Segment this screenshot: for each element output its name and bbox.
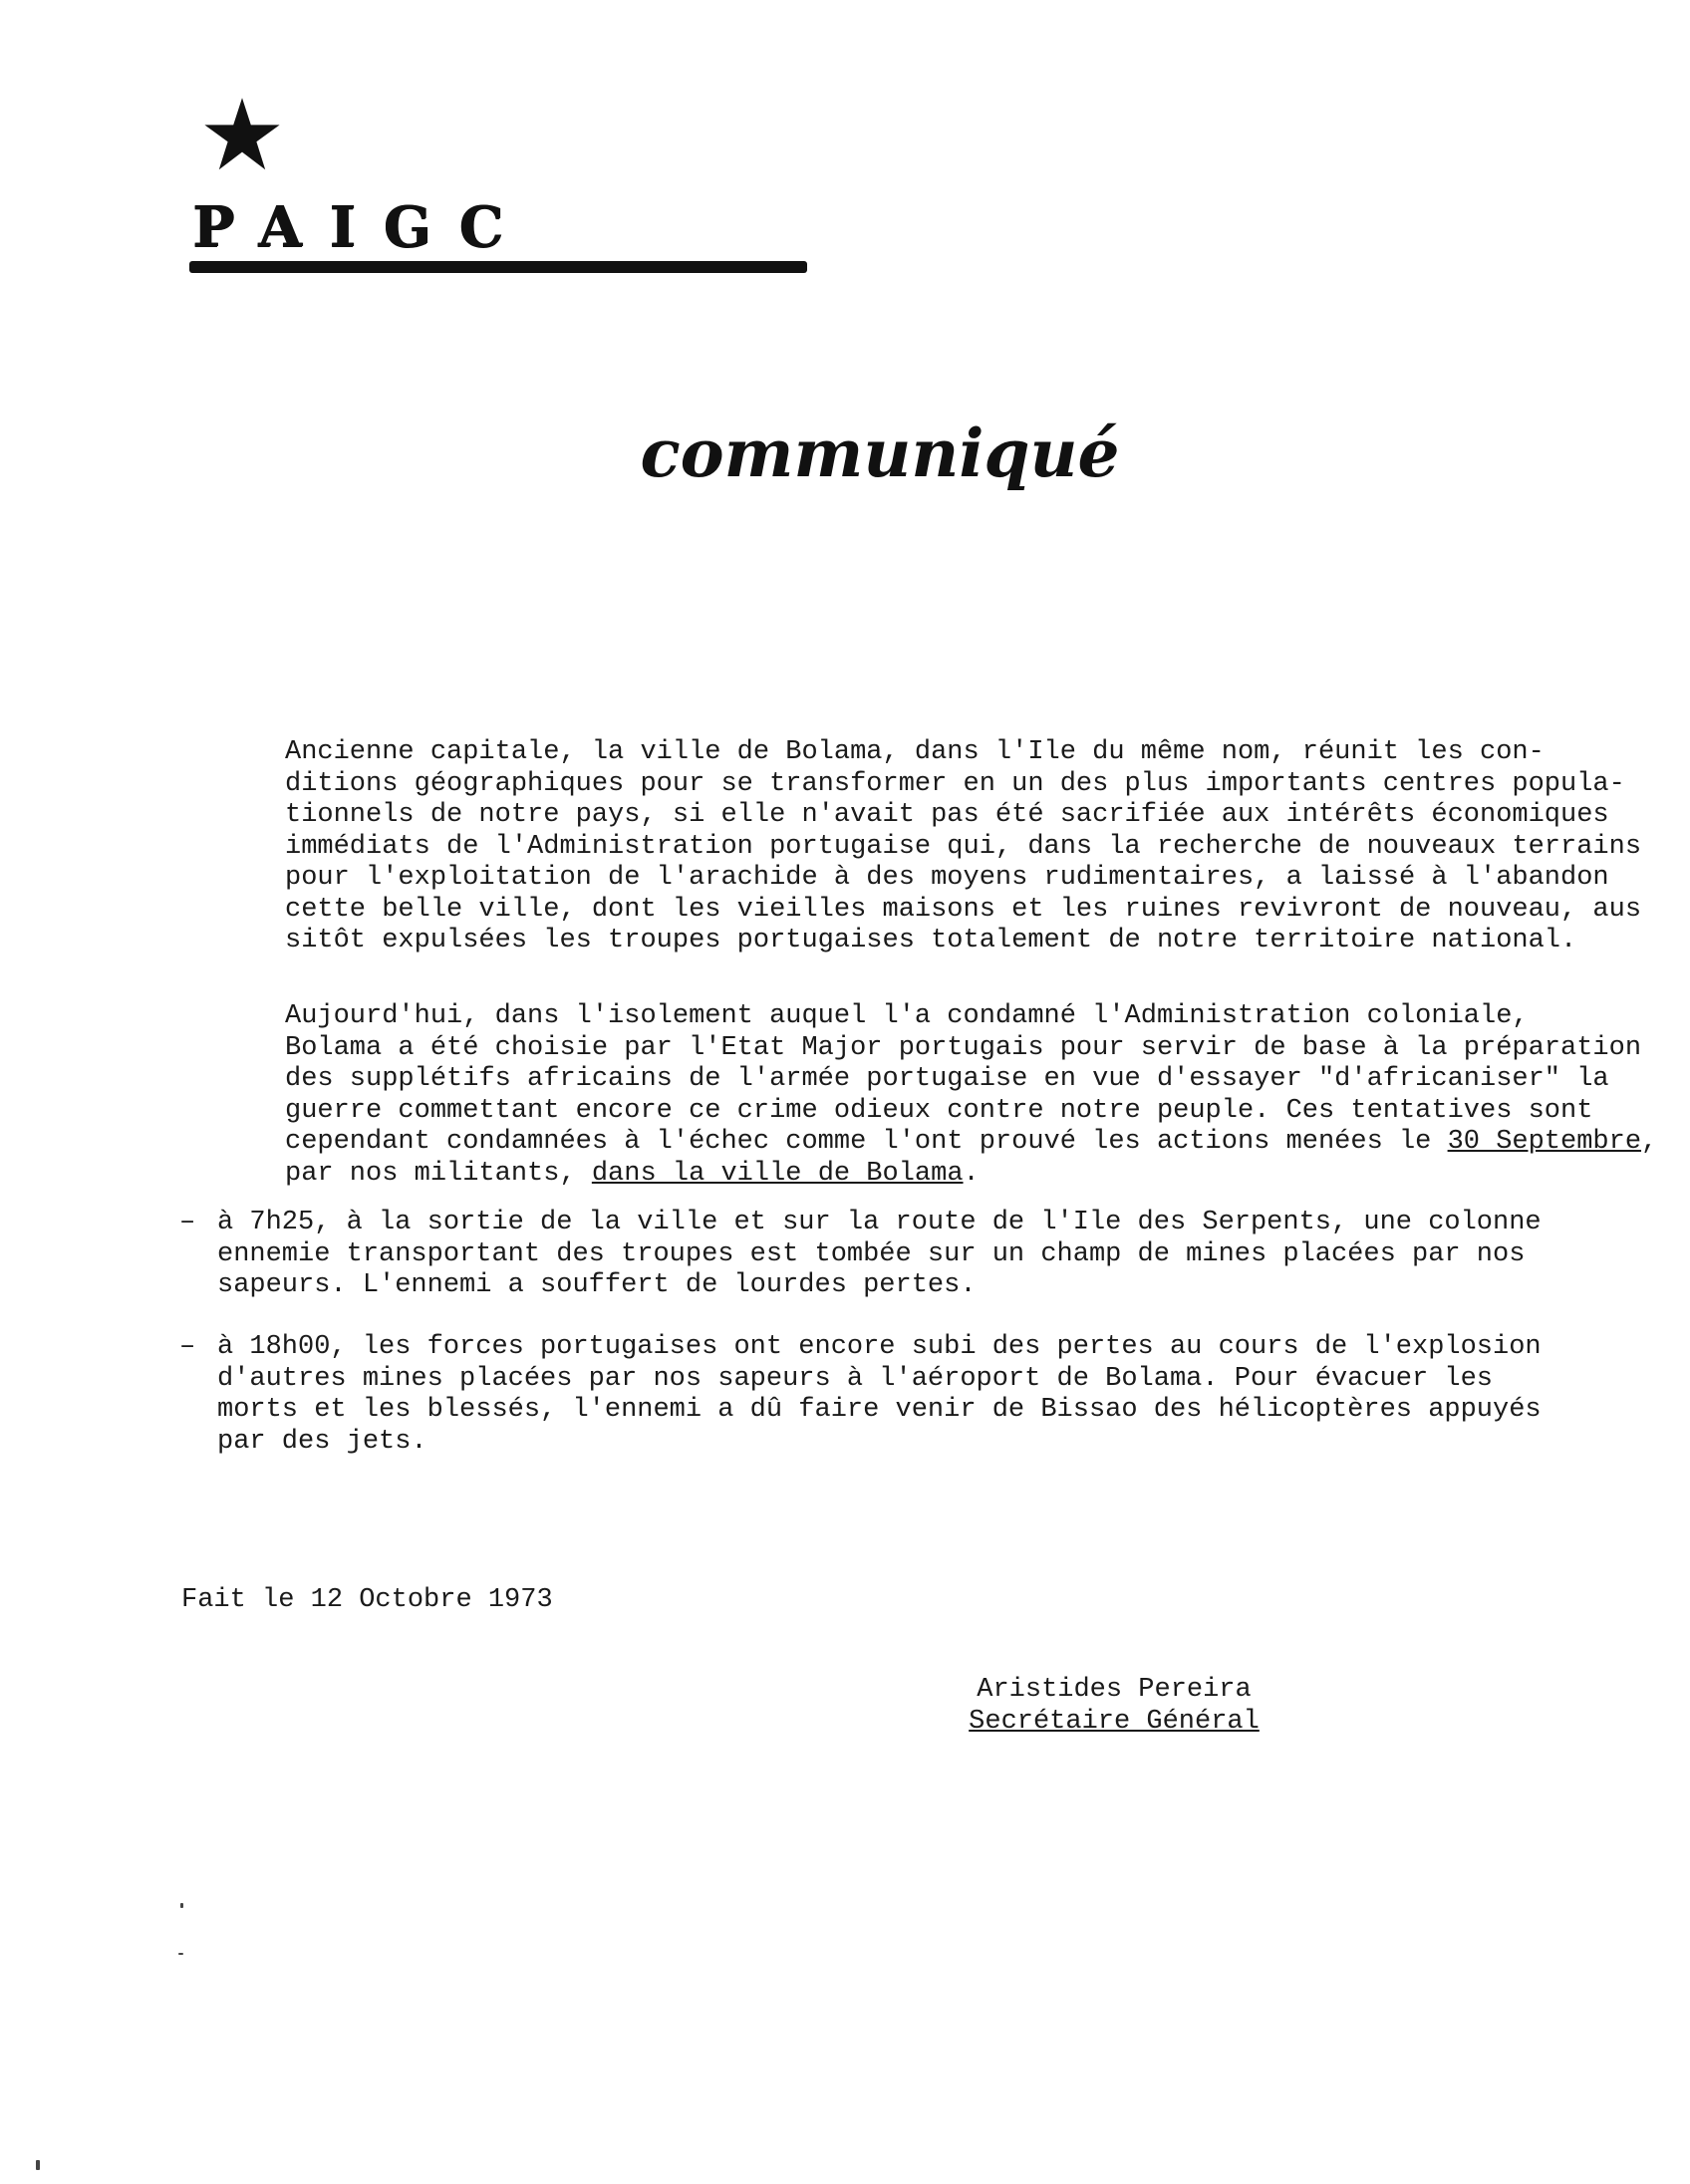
signatory-title: Secrétaire Général (969, 1707, 1260, 1737)
signatory-name: Aristides Pereira (977, 1675, 1252, 1705)
scan-speck (36, 2160, 40, 2170)
party-logo: PAIGC (192, 194, 532, 260)
scan-speck (178, 1953, 183, 1955)
paragraph-text: , par nos militants, (285, 1127, 1658, 1189)
date-line: Fait le 12 Octobre 1973 (181, 1585, 553, 1615)
paragraph-text: Aujourd'hui, dans l'isolement auquel l'a condamné l'Administration coloniale, Bolama a été choisie par l'Etat Major portugais pour servir de base à la préparation des supplétifs africains de l'armée portugaise en vue d'essayer "d'africaniser" la guerre commettant encore ce crime odieux contre notre peuple. Ces tentatives sont cependant condamnées à l'échec comme l'ont prouvé les actions menées le (285, 1001, 1642, 1157)
event-text: à 7h25, à la sortie de la ville et sur la route de l'Ile des Serpents, une colonne ennemie transportant des troupes est tombée sur un champ de mines placées par nos sapeurs. L'ennemi a souffert de lourdes pertes. (217, 1208, 1542, 1300)
action-date: 30 Septembre (1447, 1127, 1642, 1157)
list-dash: – (179, 1332, 196, 1362)
event-text: à 18h00, les forces portugaises ont encore subi des pertes au cours de l'explosion d'autres mines placées par nos sapeurs à l'aéroport de Bolama. Pour évacuer les morts et les blessés, l'ennemi a dû faire venir de Bissao des hélicoptères appuyés par des jets. (217, 1332, 1542, 1457)
list-dash: – (179, 1208, 196, 1237)
list-item (179, 1208, 1594, 1302)
document-title: communiqué (640, 414, 1120, 492)
letterhead-rule (189, 261, 807, 273)
action-place: dans la ville de Bolama (591, 1158, 964, 1189)
paragraph-bolama-today (181, 1001, 1680, 1190)
star-icon (202, 95, 282, 174)
paragraph-text: . (963, 1158, 980, 1189)
list-item (179, 1332, 1594, 1458)
paragraph-bolama-history: Ancienne capitale, la ville de Bolama, dans l'Ile du même nom, réunit les con- ditions géographiques pour se transformer en un des plus importants centres popula- tionnels de notre pays, si elle n'avait pas été sacrifiée aux intérêts économiques immédiats de l'Administration portugaise qui, dans la recherche de nouveaux terrains pour l'exploitation de l'arachide à des moyens rudimentaires, a laissé à l'abandon cette belle ville, dont les vieilles maisons et les ruines revivront de nouveau, aus sitôt expulsées les troupes portugaises totalement de notre territoire national. (285, 737, 1642, 956)
scan-speck (180, 1903, 183, 1908)
